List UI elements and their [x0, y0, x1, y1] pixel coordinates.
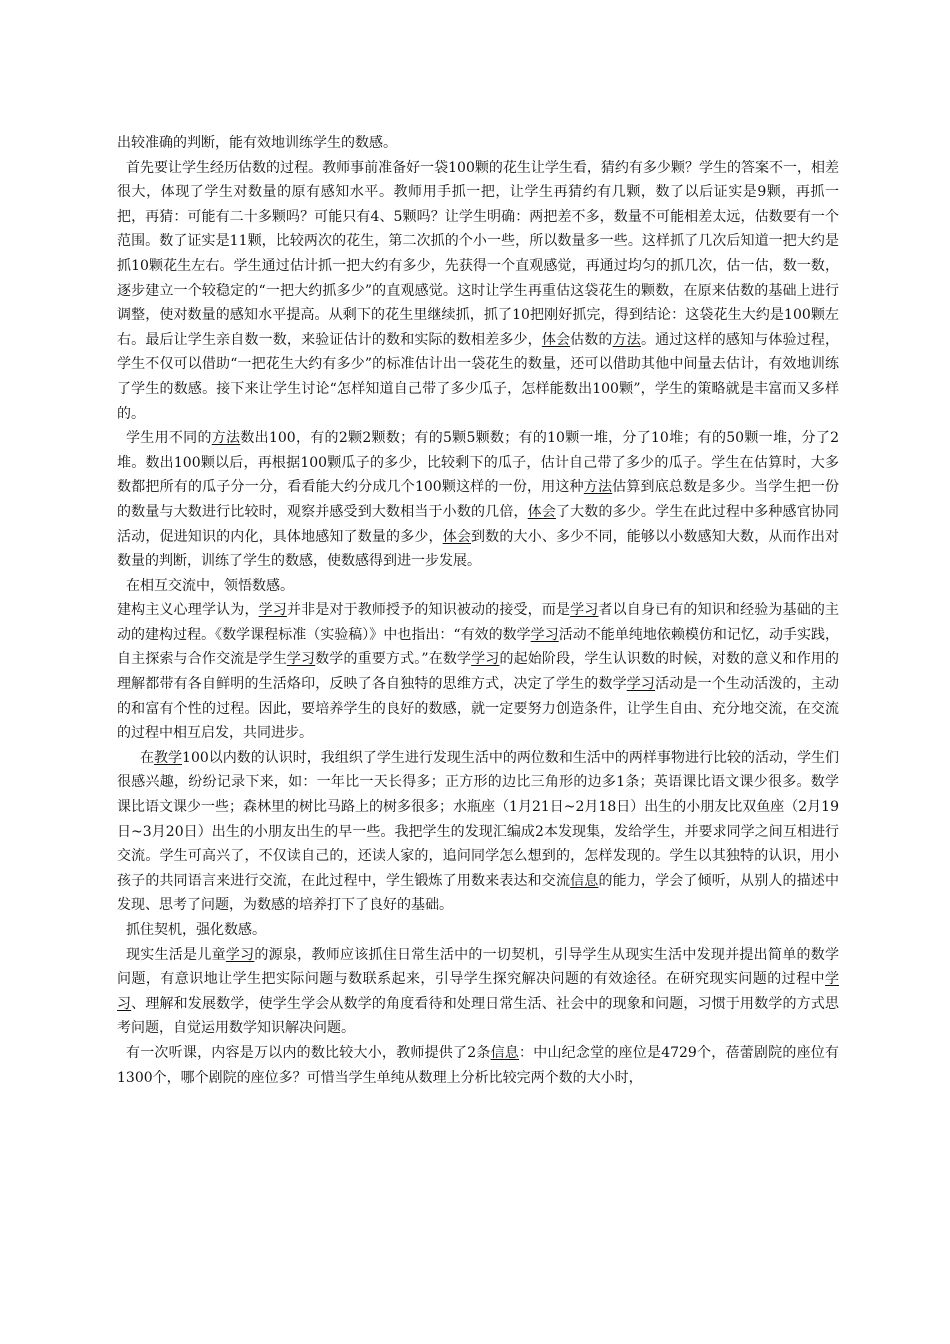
underlined-term: 方法 [583, 479, 613, 496]
underlined-term: 体会 [541, 331, 571, 348]
underlined-term: 体会 [442, 528, 472, 545]
paragraph-1 [117, 131, 839, 156]
text-run: 活动不能单纯地依赖模仿和记忆，动手实践，自主探索与合作交流是学生 [117, 626, 840, 668]
underlined-term: 学习 [626, 676, 656, 693]
text-run: ：中山纪念堂的座位是4729个，蓓蕾剧院的座位有1300个，哪个剧院的座位多？可惜当学生单纯从数理上分析比较完两个数的大小时， [117, 1044, 839, 1086]
underlined-term: 方法 [211, 430, 241, 447]
paragraph-4-heading [117, 574, 839, 599]
paragraph-5 [117, 598, 839, 746]
text-run: 学生用不同的 [126, 430, 212, 447]
underlined-term: 教学 [154, 749, 183, 766]
text-run: 建构主义心理学认为， [117, 602, 259, 619]
underlined-term: 信息 [570, 872, 599, 889]
text-run: 的能力，学会了倾听，从别人的描述中发现、思考了问题，为数感的培养打下了良好的基础。 [117, 872, 840, 914]
text-run: 在相互交流中，领悟数感。 [126, 577, 294, 594]
text-run: 有一次听课，内容是万以内的数比较大小，教师提供了2条 [126, 1044, 491, 1061]
underlined-term: 学习 [570, 602, 599, 619]
text-run: 估算到底总数是多少。当学生把一份的数量与大数进行比较时，观察并感受到大数相当于小数的几倍， [117, 479, 840, 520]
text-run: 的源泉，教师应该抓住日常生活中的一切契机，引导学生从现实生活中发现并提出简单的数学问题，有意识地让学生把实际问题与数联系起来，引导学生探究解决问题的有效途径。在研究现实问题的过程中 [117, 946, 840, 988]
underlined-term: 学习 [258, 602, 287, 619]
text-run: 活动是一个生动活泼的，主动的和富有个性的过程。因此，要培养学生的良好的数感，就一定要努力创造条件，让学生自由、充分地交流，在交流的过程中相互启发，共同进步。 [117, 676, 840, 742]
underlined-term: 学习 [530, 626, 559, 643]
text-run: 100以内数的认识时，我组织了学生进行发现生活中的两位数和生活中的两样事物进行比较的活动，学生们很感兴趣，纷纷记录下来，如：一年比一天长得多；正方形的边比三角形的边多1条；英语课比语文课少很多。数学课比语文课少一些；森林里的树比马路上的树多很多；水瓶座（1月21日~2月18日）出生的小朋友比双鱼座（2月19日~3月20日）出生的小朋友出生的早一些。我把学生的发现汇编成2本发现集，发给学生，并要求同学之间互相进行交流。学生可高兴了，不仅读自己的，还读人家的，追问同学怎么想到的，怎样发现的。学生以其独特的认识，用小孩子的共同语言来进行交流，在此过程中，学生锻炼了用数来表达和交流 [117, 749, 839, 889]
text-run: 现实生活是儿童 [126, 946, 226, 963]
text-run: 估数的 [570, 331, 613, 348]
text-run: 、理解和发展数学，使学生学会从数学的角度看待和处理日常生活、社会中的现象和问题，习惯于用数学的方式思考问题，自觉运用数学知识解决问题。 [117, 995, 840, 1037]
text-run: 在 [140, 749, 155, 766]
text-run: 到数的大小、多少不同，能够以小数感知大数，从而作出对数量的判断，训练了学生的数感，使数感得到进一步发展。 [117, 528, 840, 570]
text-run: 的起始阶段，学生认识数的时候，对数的意义和作用的理解都带有各自鲜明的生活烙印，反映了各自独特的思维方式，决定了学生的数学 [117, 651, 839, 693]
text-run: 数出100，有的2颗2颗数；有的5颗5颗数；有的10颗一堆，分了10堆；有的50颗一堆，分了2堆。数出100颗以后，再根据100颗瓜子的多少，比较剩下的瓜子，估计自己带了多少的瓜子。学生在估算时，大多数都把所有的瓜子分一分，看看能大约分成几个100颗这样的一份，用这种 [117, 430, 840, 496]
text-run: 首先要让学生经历估数的过程。教师事前准备好一袋100颗的花生让学生看，猜约有多少颗？学生的答案不一，相差很大，体现了学生对数量的原有感知水平。教师用手抓一把，让学生再猜约有几颗，数了以后证实是9颗，再抓一把，再猜：可能有二十多颗吗？可能只有4、5颗吗？让学生明确：两把差不多，数量不可能相差太远，估数要有一个范围。数了证实是11颗，比较两次的花生，第二次抓的个小一些，所以数量多一些。这样抓了几次后知道一把大约是抓10颗花生左右。学生通过估计抓一把大约有多少，先获得一个直观感觉，再通过均匀的抓几次，估一估，数一数，逐步建立一个较稳定的“一把大约抓多少”的直观感觉。这时让学生再重估这袋花生的颗数，在原来估数的基础上进行调整，使对数量的感知水平提高。从剩下的花生里继续抓，抓了10把刚好抓完，得到结论：这袋花生大约是100颗左右。最后让学生亲自数一数，来验证估计的数和实际的数相差多少， [117, 159, 839, 348]
text-run: 者以自身已有的知识和经验为基础的主动的建构过程。《数学课程标准（实验稿）》中也指出：“有效的数学 [117, 602, 840, 643]
paragraph-8 [117, 943, 839, 1041]
underlined-term: 学习 [286, 651, 316, 668]
paragraph-6 [117, 746, 839, 918]
text-run: 数学的重要方式。”在数学 [315, 651, 472, 668]
underlined-term: 学习 [471, 651, 500, 668]
underlined-term: 学习 [225, 946, 255, 963]
paragraph-3 [117, 426, 839, 574]
paragraph-9 [117, 1041, 839, 1090]
text-run: 抓住契机，强化数感。 [126, 922, 266, 938]
underlined-term: 学习 [117, 971, 839, 1012]
text-run: 并非是对于教师授予的知识被动的接受，而是 [286, 602, 571, 619]
text-run: 。通过这样的感知与体验过程，学生不仅可以借助“一把花生大约有多少”的标准估计出一袋花生的数量，还可以借助其他中间量去估计，有效地训练了学生的数感。接下来让学生讨论“怎样知道自己带了多少瓜子，怎样能数出100颗”，学生的策略就是丰富而又多样的。 [117, 331, 840, 422]
paragraph-7-heading [117, 918, 839, 943]
text-run: 了大数的多少。学生在此过程中多种感官协同活动，促进知识的内化，具体地感知了数量的多少， [117, 503, 840, 545]
document-body [117, 131, 839, 1090]
underlined-term: 体会 [527, 503, 556, 520]
underlined-term: 方法 [612, 331, 641, 348]
underlined-term: 信息 [490, 1044, 520, 1061]
text-run: 出较准确的判断，能有效地训练学生的数感。 [117, 135, 397, 151]
paragraph-2 [117, 156, 839, 427]
